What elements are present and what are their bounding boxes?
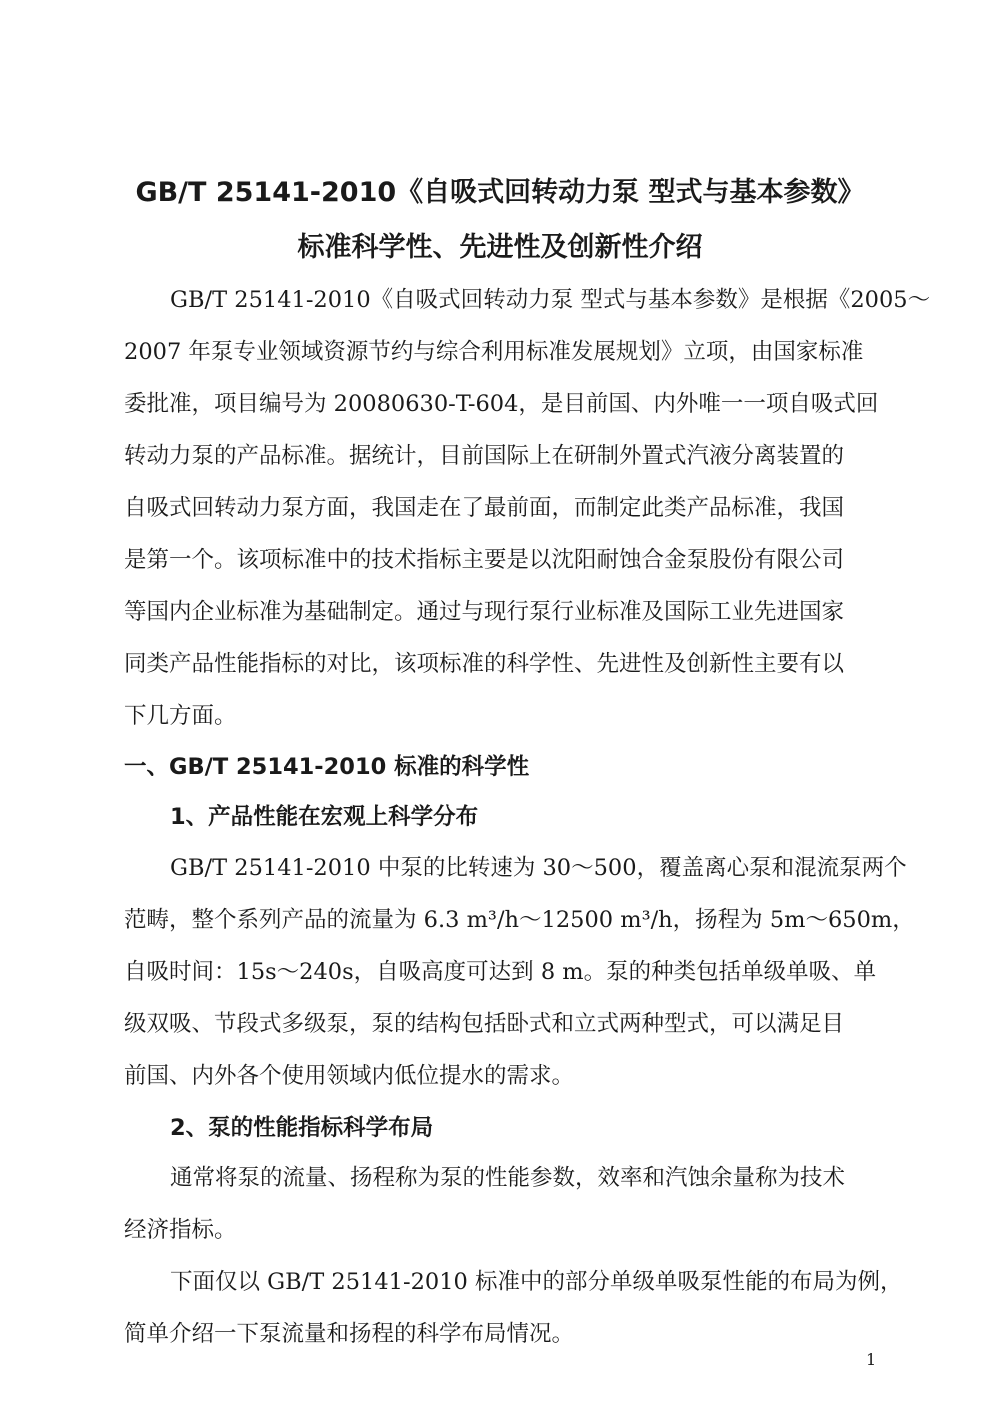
subsection-heading: 2、泵的性能指标科学布局	[170, 1115, 434, 1141]
page-number: 1	[866, 1350, 877, 1369]
paragraph-line: GB/T 25141-2010《自吸式回转动力泵 型式与基本参数》是根据《2005～	[170, 287, 931, 313]
paragraph-line: 自吸式回转动力泵方面，我国走在了最前面，而制定此类产品标准，我国	[124, 495, 845, 521]
document-subtitle: 标准科学性、先进性及创新性介绍	[297, 232, 703, 263]
paragraph-line: 下几方面。	[124, 703, 237, 729]
paragraph-line: 委批准，项目编号为 20080630-T-604，是目前国、内外唯一一项自吸式回	[124, 391, 879, 417]
paragraph-line: 同类产品性能指标的对比，该项标准的科学性、先进性及创新性主要有以	[124, 651, 845, 677]
paragraph-line: 转动力泵的产品标准。据统计，目前国际上在研制外置式汽液分离装置的	[124, 443, 845, 469]
paragraph-line: 是第一个。该项标准中的技术指标主要是以沈阳耐蚀合金泵股份有限公司	[124, 547, 845, 573]
paragraph-line: 自吸时间：15s～240s，自吸高度可达到 8 m。泵的种类包括单级单吸、单	[124, 959, 877, 985]
paragraph-line: 简单介绍一下泵流量和扬程的科学布局情况。	[124, 1321, 575, 1347]
subsection-heading: 1、产品性能在宏观上科学分布	[170, 804, 479, 830]
paragraph-line: GB/T 25141-2010 中泵的比转速为 30～500，覆盖离心泵和混流泵两个	[170, 855, 907, 881]
paragraph-line: 级双吸、节段式多级泵，泵的结构包括卧式和立式两种型式，可以满足目	[124, 1011, 845, 1037]
section-heading: 一、GB/T 25141-2010 标准的科学性	[124, 754, 530, 780]
paragraph-line: 经济指标。	[124, 1217, 237, 1243]
document-title: GB/T 25141-2010《自吸式回转动力泵 型式与基本参数》	[135, 177, 865, 208]
paragraph-line: 下面仅以 GB/T 25141-2010 标准中的部分单级单吸泵性能的布局为例，	[170, 1269, 903, 1295]
paragraph-line: 前国、内外各个使用领域内低位提水的需求。	[124, 1063, 575, 1089]
paragraph-line: 2007 年泵专业领域资源节约与综合利用标准发展规划》立项，由国家标准	[124, 339, 864, 365]
paragraph-line: 范畴，整个系列产品的流量为 6.3 m³/h～12500 m³/h，扬程为 5m～650m，	[124, 907, 915, 933]
paragraph-line: 通常将泵的流量、扬程称为泵的性能参数，效率和汽蚀余量称为技术	[170, 1165, 846, 1191]
paragraph-line: 等国内企业标准为基础制定。通过与现行泵行业标准及国际工业先进国家	[124, 599, 845, 625]
